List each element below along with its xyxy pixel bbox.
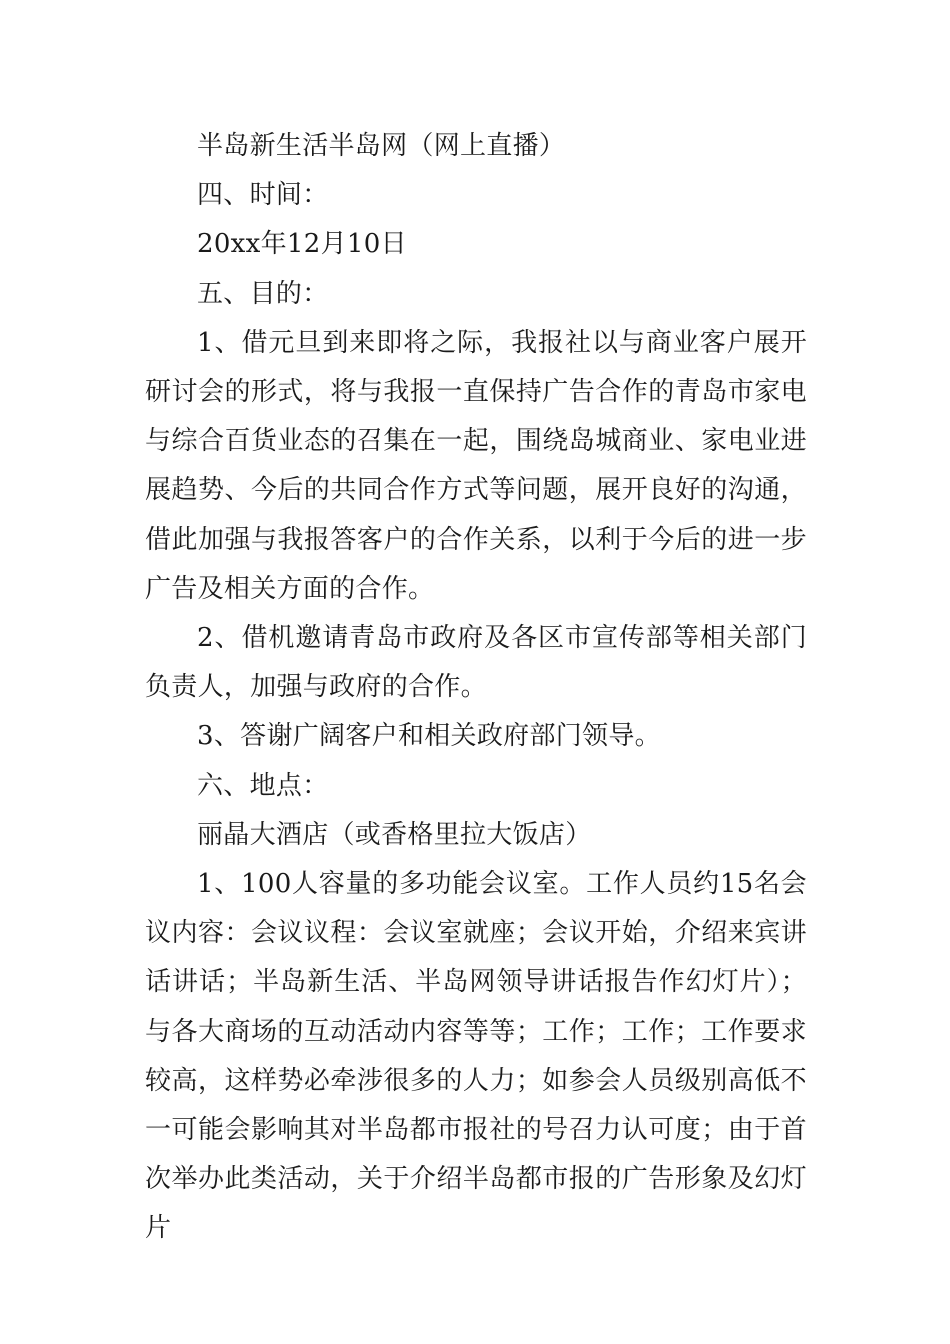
heading-location: 六、地点： (197, 770, 329, 801)
paragraph-purpose-2: 2、借机邀请青岛市政府及各区市宣传部等相关部门负责人，加强与政府的合作。 (145, 623, 807, 703)
paragraph-media: 半岛新生活半岛网（网上直播） (197, 131, 566, 161)
paragraph-venue-details: 1、100人容量的多功能会议室。工作人员约15名会议内容：会议议程：会议室就座；会议开始，介绍来宾讲话讲话；半岛新生活、半岛网领导讲话报告作幻灯片）；与各大商场的互动活动内容等等；工作；工作；工作要求较高，这样势必牵涉很多的人力；如参会人员级别高低不一可能会影响其对半岛都市报社的号召力认可度；由于首次举办此类活动，关于介绍半岛都市报的广告形象及幻灯片 (145, 869, 807, 1244)
paragraph-purpose-3: 3、答谢广阔客户和相关政府部门领导。 (197, 721, 661, 752)
paragraph-purpose-1: 1、借元旦到来即将之际，我报社以与商业客户展开研讨会的形式，将与我报一直保持广告合作的青岛市家电与综合百货业态的召集在一起，围绕岛城商业、家电业进展趋势、今后的共同合作方式等问题，展开良好的沟通，借此加强与我报答客户的合作关系，以利于今后的进一步广告及相关方面的合作。 (145, 327, 807, 604)
heading-purpose: 五、目的： (197, 278, 329, 309)
heading-time: 四、时间： (197, 180, 329, 211)
paragraph-venue: 丽晶大酒店（或香格里拉大饭店） (197, 819, 592, 850)
document-body (145, 122, 807, 1254)
paragraph-date: 20xx年12月10日 (197, 229, 407, 260)
